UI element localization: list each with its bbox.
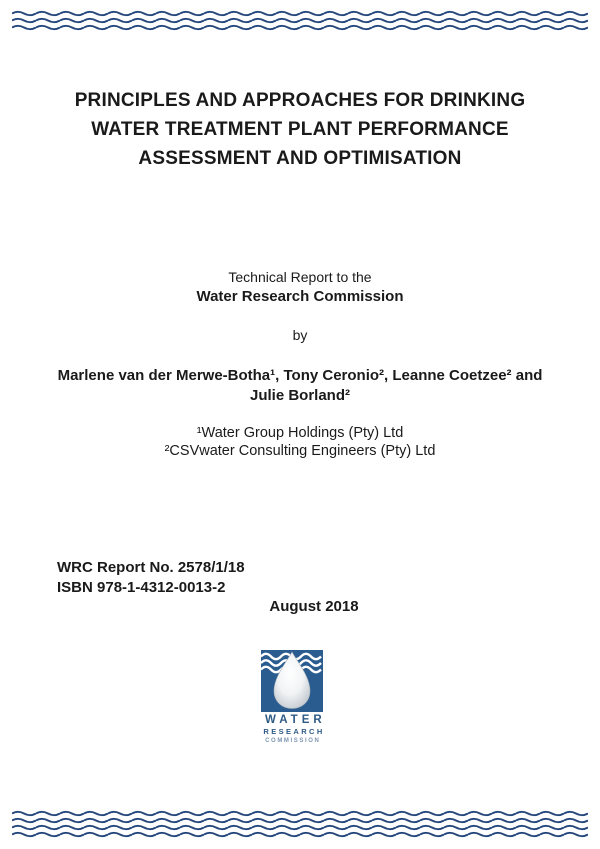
authors-line-2: Julie Borland² <box>249 387 350 404</box>
water-drop-icon <box>261 650 323 712</box>
affiliation-1: ¹Water Group Holdings (Pty) Ltd <box>196 425 404 441</box>
publication-date: August 2018 <box>269 598 359 615</box>
affiliations-block <box>0 424 600 460</box>
bottom-wave-decoration <box>12 810 588 838</box>
wrc-logo <box>261 650 326 745</box>
wave-pattern-icon <box>12 10 588 31</box>
commissioning-org-text: Water Research Commission <box>196 288 404 305</box>
report-number: WRC Report No. 2578/1/18 <box>57 559 245 576</box>
logo-text-water: WATER <box>265 714 326 726</box>
title-line-1: PRINCIPLES AND APPROACHES FOR DRINKING <box>74 90 526 111</box>
title-line-3: ASSESSMENT AND OPTIMISATION <box>138 148 462 169</box>
authors-block <box>0 366 600 406</box>
wave-pattern-icon <box>12 810 588 838</box>
logo-text-commission: COMMISSION <box>265 738 321 744</box>
report-to-text: Technical Report to the <box>228 269 372 285</box>
authors-line-1: Marlene van der Merwe-Botha¹, Tony Ceronio², Leanne Coetzee² and <box>57 367 543 384</box>
title-line-2: WATER TREATMENT PLANT PERFORMANCE <box>91 119 509 140</box>
report-meta-block <box>57 558 245 598</box>
logo-text-research: RESEARCH <box>263 727 325 736</box>
affiliation-2: ²CSVwater Consulting Engineers (Pty) Ltd <box>164 443 436 459</box>
report-title <box>0 86 600 173</box>
by-label: by <box>292 327 308 343</box>
top-wave-decoration <box>12 10 588 31</box>
isbn-number: ISBN 978-1-4312-0013-2 <box>57 579 226 596</box>
